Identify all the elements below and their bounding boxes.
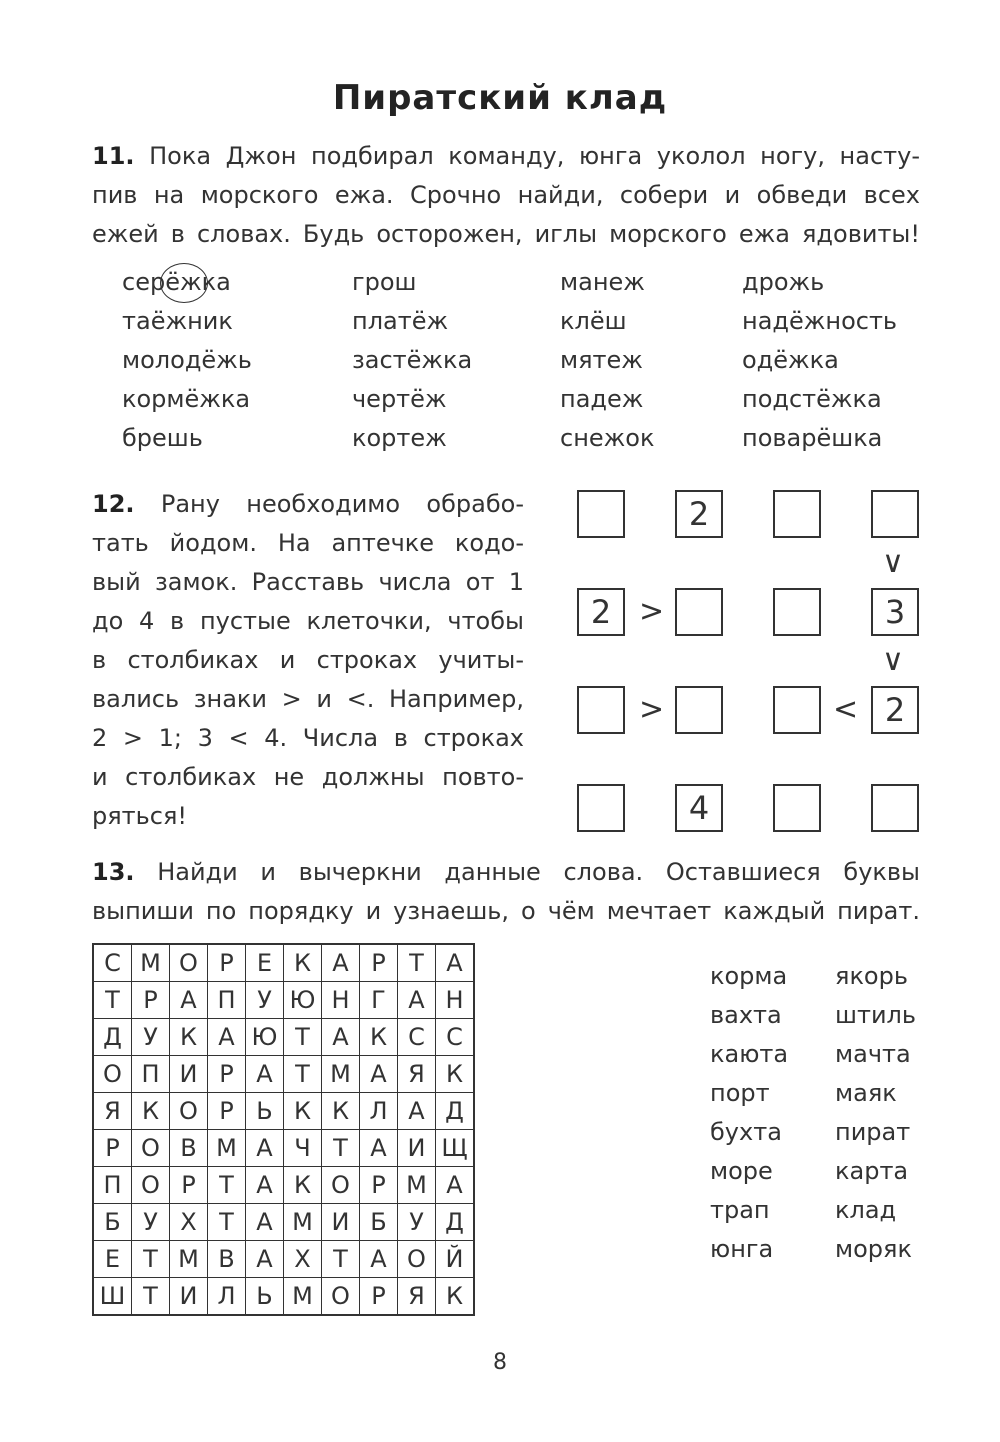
grid-letter-cell[interactable]: Ч	[284, 1130, 322, 1167]
puzzle-cell[interactable]	[773, 588, 821, 636]
search-word: якорь	[835, 962, 908, 990]
puzzle-cell[interactable]	[577, 686, 625, 734]
word: мятеж	[560, 346, 643, 374]
grid-letter-cell[interactable]: А	[246, 1241, 284, 1278]
search-word: бухта	[710, 1118, 782, 1146]
task12-number: 12.	[92, 490, 135, 518]
word: падеж	[560, 385, 644, 413]
search-word: моряк	[835, 1235, 912, 1263]
word: серёжка	[122, 268, 231, 296]
grid-letter-cell[interactable]: Т	[208, 1204, 246, 1241]
greater-than-sign: >	[639, 692, 665, 727]
grid-letter-cell[interactable]: С	[436, 1019, 475, 1056]
puzzle-cell[interactable]: 3	[871, 588, 919, 636]
grid-letter-cell[interactable]: Р	[170, 1167, 208, 1204]
grid-letter-cell[interactable]: В	[208, 1241, 246, 1278]
grid-letter-cell[interactable]: А	[322, 944, 360, 982]
puzzle-cell[interactable]	[871, 490, 919, 538]
grid-row	[93, 944, 474, 982]
grid-letter-cell[interactable]: М	[322, 1056, 360, 1093]
grid-letter-cell[interactable]: Д	[436, 1093, 475, 1130]
grid-letter-cell[interactable]: Л	[360, 1093, 398, 1130]
puzzle-cell[interactable]	[773, 784, 821, 832]
grid-letter-cell[interactable]: О	[322, 1278, 360, 1316]
word: одёжка	[742, 346, 839, 374]
grid-letter-cell[interactable]: Р	[360, 944, 398, 982]
task11-number: 11.	[92, 142, 135, 170]
puzzle-cell[interactable]	[675, 686, 723, 734]
puzzle-cell[interactable]	[773, 686, 821, 734]
grid-letter-cell[interactable]: П	[132, 1056, 170, 1093]
grid-letter-cell[interactable]: М	[208, 1130, 246, 1167]
grid-letter-cell[interactable]: Ш	[93, 1278, 132, 1316]
grid-letter-cell[interactable]: А	[360, 1241, 398, 1278]
grid-letter-cell[interactable]: У	[246, 982, 284, 1019]
grid-row	[93, 1019, 474, 1056]
task12-line-1: 12. Рану необходимо обрабо-	[92, 490, 524, 518]
grid-letter-cell[interactable]: Д	[93, 1019, 132, 1056]
task11-line-1: 11. Пока Джон подбирал команду, юнга уколол ногу, насту-	[92, 142, 920, 170]
word: клёш	[560, 307, 627, 335]
grid-letter-cell[interactable]: Я	[398, 1278, 436, 1316]
greater-than-down-sign: ∨	[882, 643, 904, 678]
grid-letter-cell[interactable]: А	[208, 1019, 246, 1056]
grid-letter-cell[interactable]: Т	[284, 1056, 322, 1093]
search-word: порт	[710, 1079, 770, 1107]
search-word: пират	[835, 1118, 911, 1146]
task12-line: тать йодом. На аптечке кодо-	[92, 529, 524, 557]
grid-letter-cell[interactable]: А	[246, 1167, 284, 1204]
task12-line: ряться!	[92, 802, 188, 830]
search-word: мачта	[835, 1040, 911, 1068]
word: брешь	[122, 424, 203, 452]
task13-line-1: 13. Найди и вычеркни данные слова. Оставшиеся буквы	[92, 858, 920, 886]
task12-text	[92, 485, 524, 836]
word-list-left	[710, 957, 788, 1269]
grid-letter-cell[interactable]: Ь	[246, 1278, 284, 1316]
word: снежок	[560, 424, 655, 452]
grid-letter-cell[interactable]: О	[170, 944, 208, 982]
grid-letter-cell[interactable]: О	[132, 1130, 170, 1167]
puzzle-cell[interactable]: 2	[871, 686, 919, 734]
grid-letter-cell[interactable]: М	[132, 944, 170, 982]
puzzle-cell[interactable]	[871, 784, 919, 832]
search-word: юнга	[710, 1235, 774, 1263]
grid-row	[93, 1130, 474, 1167]
grid-letter-cell[interactable]: Й	[436, 1241, 475, 1278]
grid-letter-cell[interactable]: Н	[322, 982, 360, 1019]
search-word: корма	[710, 962, 788, 990]
grid-letter-cell[interactable]: А	[398, 1093, 436, 1130]
grid-letter-cell[interactable]: Е	[93, 1241, 132, 1278]
grid-letter-cell[interactable]: У	[398, 1204, 436, 1241]
puzzle-cell[interactable]	[773, 490, 821, 538]
grid-letter-cell[interactable]: А	[436, 944, 475, 982]
puzzle-cell[interactable]	[675, 588, 723, 636]
grid-letter-cell[interactable]: А	[360, 1056, 398, 1093]
task12-line: в столбиках и строках учиты-	[92, 646, 524, 674]
page-number: 8	[493, 1350, 507, 1375]
search-word: клад	[835, 1196, 897, 1224]
word: подстёжка	[742, 385, 882, 413]
word: поварёшка	[742, 424, 883, 452]
grid-letter-cell[interactable]: К	[436, 1278, 475, 1316]
grid-letter-cell[interactable]: Е	[246, 944, 284, 982]
search-word: трап	[710, 1196, 770, 1224]
search-word: карта	[835, 1157, 909, 1185]
grid-letter-cell[interactable]: П	[208, 982, 246, 1019]
word: молодёжь	[122, 346, 252, 374]
task12-line: вались знаки > и <. Например,	[92, 685, 524, 713]
grid-letter-cell[interactable]: К	[170, 1019, 208, 1056]
example-circle	[160, 263, 208, 303]
search-word: штиль	[835, 1001, 917, 1029]
grid-row	[93, 1204, 474, 1241]
grid-letter-cell[interactable]: И	[398, 1130, 436, 1167]
page-title: Пиратский клад	[332, 78, 668, 118]
grid-letter-cell[interactable]: Я	[398, 1056, 436, 1093]
grid-letter-cell[interactable]: Щ	[436, 1130, 475, 1167]
grid-letter-cell[interactable]: О	[322, 1167, 360, 1204]
grid-letter-cell[interactable]: Б	[360, 1204, 398, 1241]
grid-letter-cell[interactable]: Ю	[284, 982, 322, 1019]
word: таёжник	[122, 307, 233, 335]
task12-line: до 4 в пустые клеточки, чтобы	[92, 607, 524, 635]
grid-letter-cell[interactable]: Ь	[246, 1093, 284, 1130]
search-word: вахта	[710, 1001, 782, 1029]
grid-letter-cell[interactable]: А	[322, 1019, 360, 1056]
grid-letter-cell[interactable]: Р	[93, 1130, 132, 1167]
grid-letter-cell[interactable]: К	[360, 1019, 398, 1056]
grid-letter-cell[interactable]: О	[170, 1093, 208, 1130]
word-search-grid	[92, 943, 475, 1316]
grid-letter-cell[interactable]: Ю	[246, 1019, 284, 1056]
grid-letter-cell[interactable]: А	[436, 1167, 475, 1204]
grid-letter-cell[interactable]: А	[398, 982, 436, 1019]
grid-letter-cell[interactable]: Т	[284, 1019, 322, 1056]
grid-row	[93, 1167, 474, 1204]
grid-letter-cell[interactable]: К	[284, 944, 322, 982]
grid-letter-cell[interactable]: И	[170, 1056, 208, 1093]
grid-letter-cell[interactable]: Т	[132, 1241, 170, 1278]
word: манеж	[560, 268, 645, 296]
grid-letter-cell[interactable]: Р	[208, 944, 246, 982]
grid-letter-cell[interactable]: А	[170, 982, 208, 1019]
grid-letter-cell[interactable]: Р	[208, 1056, 246, 1093]
puzzle-cell[interactable]: 2	[577, 588, 625, 636]
grid-row	[93, 1093, 474, 1130]
grid-letter-cell[interactable]: К	[436, 1056, 475, 1093]
grid-letter-cell[interactable]: А	[360, 1130, 398, 1167]
word-list-right	[835, 957, 916, 1269]
grid-letter-cell[interactable]: М	[170, 1241, 208, 1278]
grid-letter-cell[interactable]: Т	[398, 944, 436, 982]
grid-letter-cell[interactable]: Д	[436, 1204, 475, 1241]
grid-letter-cell[interactable]: С	[398, 1019, 436, 1056]
task12-line: 2 > 1; 3 < 4. Числа в строках	[92, 724, 524, 752]
grid-letter-cell[interactable]: Б	[93, 1204, 132, 1241]
grid-letter-cell[interactable]: У	[132, 1019, 170, 1056]
word: дрожь	[742, 268, 825, 296]
grid-letter-cell[interactable]: А	[246, 1056, 284, 1093]
task11-line-3: ежей в словах. Будь осторожен, иглы морского ежа ядовиты!	[92, 220, 920, 248]
grid-letter-cell[interactable]: Х	[170, 1204, 208, 1241]
grid-letter-cell[interactable]: Г	[360, 982, 398, 1019]
task13-text	[92, 853, 920, 931]
word: кортеж	[352, 424, 447, 452]
grid-row	[93, 1241, 474, 1278]
greater-than-down-sign: ∨	[882, 545, 904, 580]
grid-letter-cell[interactable]: В	[170, 1130, 208, 1167]
word: надёжность	[742, 307, 898, 335]
grid-letter-cell[interactable]: Х	[284, 1241, 322, 1278]
puzzle-cell[interactable]: 2	[675, 490, 723, 538]
grid-letter-cell[interactable]: К	[284, 1093, 322, 1130]
grid-letter-cell[interactable]: Т	[93, 982, 132, 1019]
grid-letter-cell[interactable]: Я	[93, 1093, 132, 1130]
grid-letter-cell[interactable]: Т	[322, 1130, 360, 1167]
word: платёж	[352, 307, 449, 335]
task13-line-2: выпиши по порядку и узнаешь, о чём мечтает каждый пират.	[92, 897, 920, 925]
grid-letter-cell[interactable]: Р	[360, 1167, 398, 1204]
task11-text	[92, 137, 920, 254]
grid-letter-cell[interactable]: Р	[360, 1278, 398, 1316]
grid-letter-cell[interactable]: Т	[208, 1167, 246, 1204]
grid-letter-cell[interactable]: К	[284, 1167, 322, 1204]
grid-letter-cell[interactable]: О	[398, 1241, 436, 1278]
grid-letter-cell[interactable]: Л	[208, 1278, 246, 1316]
grid-letter-cell[interactable]: С	[93, 944, 132, 982]
grid-letter-cell[interactable]: О	[93, 1056, 132, 1093]
grid-letter-cell[interactable]: М	[284, 1278, 322, 1316]
grid-letter-cell[interactable]: К	[132, 1093, 170, 1130]
grid-letter-cell[interactable]: Р	[132, 982, 170, 1019]
task12-line: вый замок. Расставь числа от 1	[92, 568, 524, 596]
grid-letter-cell[interactable]: И	[170, 1278, 208, 1316]
puzzle-cell[interactable]	[577, 490, 625, 538]
search-word: море	[710, 1157, 773, 1185]
search-word: маяк	[835, 1079, 897, 1107]
search-word: каюта	[710, 1040, 789, 1068]
grid-letter-cell[interactable]: К	[322, 1093, 360, 1130]
grid-letter-cell[interactable]: И	[322, 1204, 360, 1241]
word: кормёжка	[122, 385, 251, 413]
word: грош	[352, 268, 417, 296]
grid-row	[93, 982, 474, 1019]
grid-letter-cell[interactable]: М	[284, 1204, 322, 1241]
less-than-sign: <	[833, 692, 859, 727]
grid-letter-cell[interactable]: О	[132, 1167, 170, 1204]
task11-line-2: пив на морского ежа. Срочно найди, собери и обведи всех	[92, 181, 920, 209]
grid-letter-cell[interactable]: А	[246, 1130, 284, 1167]
grid-letter-cell[interactable]: Т	[132, 1278, 170, 1316]
task13-number: 13.	[92, 858, 135, 886]
grid-letter-cell[interactable]: Т	[322, 1241, 360, 1278]
puzzle-cell[interactable]	[577, 784, 625, 832]
grid-letter-cell[interactable]: М	[398, 1167, 436, 1204]
task12-line: и столбиках не должны повто-	[92, 763, 524, 791]
grid-letter-cell[interactable]: У	[132, 1204, 170, 1241]
puzzle-cell[interactable]: 4	[675, 784, 723, 832]
grid-row	[93, 1278, 474, 1316]
grid-letter-cell[interactable]: Р	[208, 1093, 246, 1130]
word: чертёж	[352, 385, 447, 413]
grid-row	[93, 1056, 474, 1093]
grid-letter-cell[interactable]: П	[93, 1167, 132, 1204]
grid-letter-cell[interactable]: А	[246, 1204, 284, 1241]
greater-than-sign: >	[639, 594, 665, 629]
word: застёжка	[352, 346, 473, 374]
grid-letter-cell[interactable]: Н	[436, 982, 475, 1019]
